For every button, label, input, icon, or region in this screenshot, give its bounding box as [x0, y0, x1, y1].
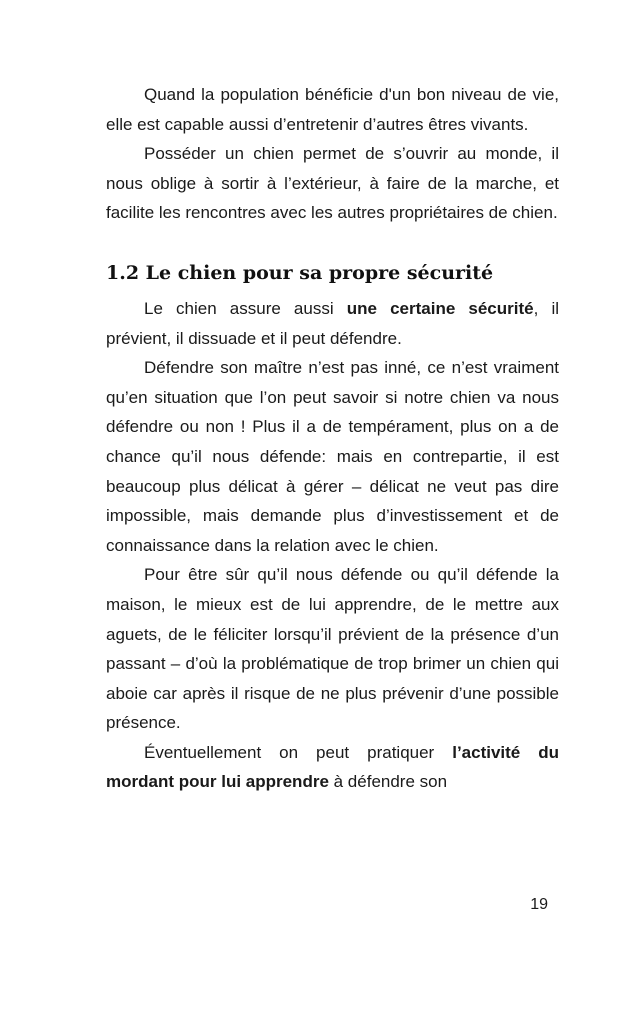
paragraph-security — [106, 294, 559, 353]
bite-bold-text: l’activité du mordant pour lui apprendre — [106, 742, 560, 792]
page-number: 19 — [530, 896, 548, 913]
paragraph-living-standard: Quand la population bénéficie d'un bon niveau de vie, elle est capable aussi d’entretenir d’autres êtres vivants. — [106, 85, 559, 134]
paragraph-defend-master: Défendre son maître n’est pas inné, ce n’est vraiment qu’en situation que l’on peut savoir si notre chien va nous défendre ou non ! Plus il a de tempérament, plus on a de chance qu’il nous défende: mais en contrepartie, il est beaucoup plus délicat à gérer – délicat ne veut pas dire impossible, mais demande plus d’investissement et de connaissance dans la relation avec le chien. — [106, 358, 559, 555]
security-text-after: , il prévient, il dissuade et il peut défendre. — [106, 298, 560, 348]
section-heading: 1.2 Le chien pour sa propre sécurité — [106, 261, 494, 284]
paragraph-bite-activity — [106, 738, 559, 797]
section-spacer — [106, 228, 559, 258]
paragraph-owning-dog: Posséder un chien permet de s’ouvrir au monde, il nous oblige à sortir à l’extérieur, à faire de la marche, et facilite les rencontres avec les autres propriétaires de chien. — [106, 144, 559, 223]
security-bold-text: une certaine sécurité — [346, 298, 534, 318]
security-text-before: Le chien assure aussi — [144, 298, 347, 318]
paragraph-defend-house: Pour être sûr qu’il nous défende ou qu’il défende la maison, le mieux est de lui apprendre, de le mettre aux aguets, de le féliciter lorsqu’il prévient de la présence d’un passant – d’où la problématique de trop brimer un chien qui aboie car après il risque de ne plus prévenir d’une possible présence. — [106, 565, 559, 733]
bite-text-after: à défendre son — [328, 772, 448, 792]
page-body — [106, 80, 559, 797]
bite-text-before: Éventuellement on peut pratiquer — [144, 742, 453, 762]
